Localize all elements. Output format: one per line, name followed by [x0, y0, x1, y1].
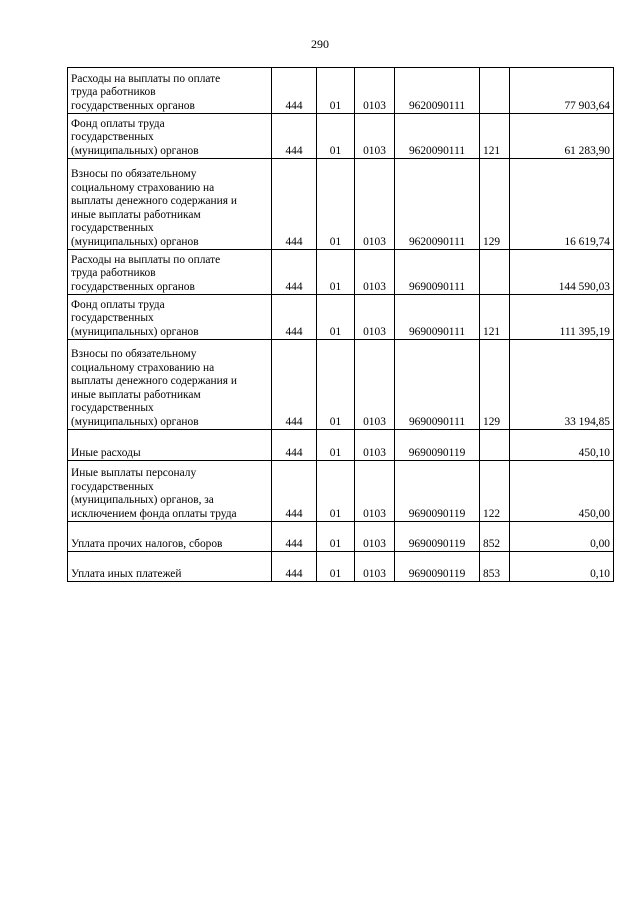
expense-type-code: [480, 430, 510, 461]
item-name: [68, 461, 272, 522]
item-name-line: Иные выплаты персоналу: [71, 467, 197, 479]
target-article-code: 9620090111: [395, 159, 480, 250]
expense-type-code: [480, 250, 510, 295]
table-row: [68, 295, 614, 340]
item-name-line: исключением фонда оплаты труда: [71, 507, 237, 520]
grbs-code: 444: [272, 340, 317, 430]
amount: 61 283,90: [510, 114, 614, 159]
target-article-code: 9690090111: [395, 250, 480, 295]
section-code: 01: [317, 250, 355, 295]
subsection-code: 0103: [355, 430, 395, 461]
amount: 33 194,85: [510, 340, 614, 430]
amount: 144 590,03: [510, 250, 614, 295]
table-body: [68, 68, 614, 582]
section-code: 01: [317, 159, 355, 250]
section-code: 01: [317, 295, 355, 340]
item-name-line: выплаты денежного содержания и: [71, 375, 237, 387]
item-name-line: (муниципальных) органов, за: [71, 494, 214, 506]
amount: 450,00: [510, 461, 614, 522]
item-name-line: Иные расходы: [71, 446, 141, 459]
item-name-line: Расходы на выплаты по оплате: [71, 253, 221, 266]
subsection-code: 0103: [355, 522, 395, 552]
target-article-code: 9690090119: [395, 552, 480, 582]
grbs-code: 444: [272, 68, 317, 114]
item-name-line: государственных: [71, 480, 154, 493]
item-name-line: труда работников: [71, 86, 156, 98]
subsection-code: 0103: [355, 295, 395, 340]
item-name-line: выплаты денежного содержания и: [71, 195, 237, 207]
item-name: [68, 159, 272, 250]
target-article-code: 9690090119: [395, 430, 480, 461]
item-name-line: государственных органов: [71, 99, 195, 112]
item-name-line: Расходы на выплаты по оплате: [71, 72, 221, 85]
item-name: [68, 430, 272, 461]
item-name-line: Уплата прочих налогов, сборов: [71, 537, 223, 550]
item-name-line: государственных: [71, 312, 154, 324]
section-code: 01: [317, 461, 355, 522]
amount: 77 903,64: [510, 68, 614, 114]
section-code: 01: [317, 114, 355, 159]
section-code: 01: [317, 522, 355, 552]
expense-type-code: 122: [480, 461, 510, 522]
item-name-line: иные выплаты работникам: [71, 208, 201, 221]
budget-table: [67, 67, 614, 582]
table-row: [68, 340, 614, 430]
target-article-code: 9620090111: [395, 68, 480, 114]
amount: 16 619,74: [510, 159, 614, 250]
table-row: [68, 430, 614, 461]
page-number: 290: [311, 37, 329, 51]
expense-type-code: 129: [480, 159, 510, 250]
item-name-line: (муниципальных) органов: [71, 325, 199, 338]
subsection-code: 0103: [355, 68, 395, 114]
expense-type-code: 121: [480, 295, 510, 340]
item-name-line: Взносы по обязательному: [71, 168, 197, 180]
grbs-code: 444: [272, 430, 317, 461]
target-article-code: 9620090111: [395, 114, 480, 159]
grbs-code: 444: [272, 114, 317, 159]
item-name: [68, 250, 272, 295]
table-row: [68, 68, 614, 114]
item-name: [68, 552, 272, 582]
item-name-line: государственных: [71, 402, 154, 414]
item-name-line: труда работников: [71, 267, 156, 279]
item-name: [68, 522, 272, 552]
item-name: [68, 295, 272, 340]
subsection-code: 0103: [355, 461, 395, 522]
expense-type-code: 121: [480, 114, 510, 159]
expense-type-code: 129: [480, 340, 510, 430]
table-row: [68, 159, 614, 250]
subsection-code: 0103: [355, 250, 395, 295]
item-name-line: (муниципальных) органов: [71, 415, 199, 428]
subsection-code: 0103: [355, 159, 395, 250]
item-name-line: государственных: [71, 222, 154, 234]
section-code: 01: [317, 552, 355, 582]
amount: 111 395,19: [510, 295, 614, 340]
item-name: [68, 68, 272, 114]
grbs-code: 444: [272, 295, 317, 340]
expense-type-code: [480, 68, 510, 114]
item-name-line: государственных органов: [71, 280, 195, 293]
amount: 450,10: [510, 430, 614, 461]
item-name-line: Уплата иных платежей: [71, 567, 182, 580]
item-name: [68, 340, 272, 430]
grbs-code: 444: [272, 461, 317, 522]
item-name-line: Фонд оплаты труда: [71, 117, 165, 130]
item-name-line: (муниципальных) органов: [71, 144, 199, 157]
amount: 0,10: [510, 552, 614, 582]
item-name-line: Взносы по обязательному: [71, 348, 197, 360]
section-code: 01: [317, 340, 355, 430]
table-row: [68, 250, 614, 295]
item-name-line: Фонд оплаты труда: [71, 298, 165, 311]
grbs-code: 444: [272, 159, 317, 250]
expense-type-code: 853: [480, 552, 510, 582]
table-row: [68, 552, 614, 582]
table-row: [68, 461, 614, 522]
item-name-line: иные выплаты работникам: [71, 388, 201, 401]
table-row: [68, 522, 614, 552]
target-article-code: 9690090111: [395, 340, 480, 430]
target-article-code: 9690090111: [395, 295, 480, 340]
target-article-code: 9690090119: [395, 522, 480, 552]
expense-type-code: 852: [480, 522, 510, 552]
item-name-line: социальному страхованию на: [71, 361, 215, 374]
subsection-code: 0103: [355, 552, 395, 582]
table-row: [68, 114, 614, 159]
section-code: 01: [317, 68, 355, 114]
item-name: [68, 114, 272, 159]
target-article-code: 9690090119: [395, 461, 480, 522]
item-name-line: (муниципальных) органов: [71, 235, 199, 248]
grbs-code: 444: [272, 522, 317, 552]
section-code: 01: [317, 430, 355, 461]
grbs-code: 444: [272, 552, 317, 582]
grbs-code: 444: [272, 250, 317, 295]
subsection-code: 0103: [355, 340, 395, 430]
amount: 0,00: [510, 522, 614, 552]
item-name-line: социальному страхованию на: [71, 181, 215, 194]
item-name-line: государственных: [71, 131, 154, 143]
subsection-code: 0103: [355, 114, 395, 159]
